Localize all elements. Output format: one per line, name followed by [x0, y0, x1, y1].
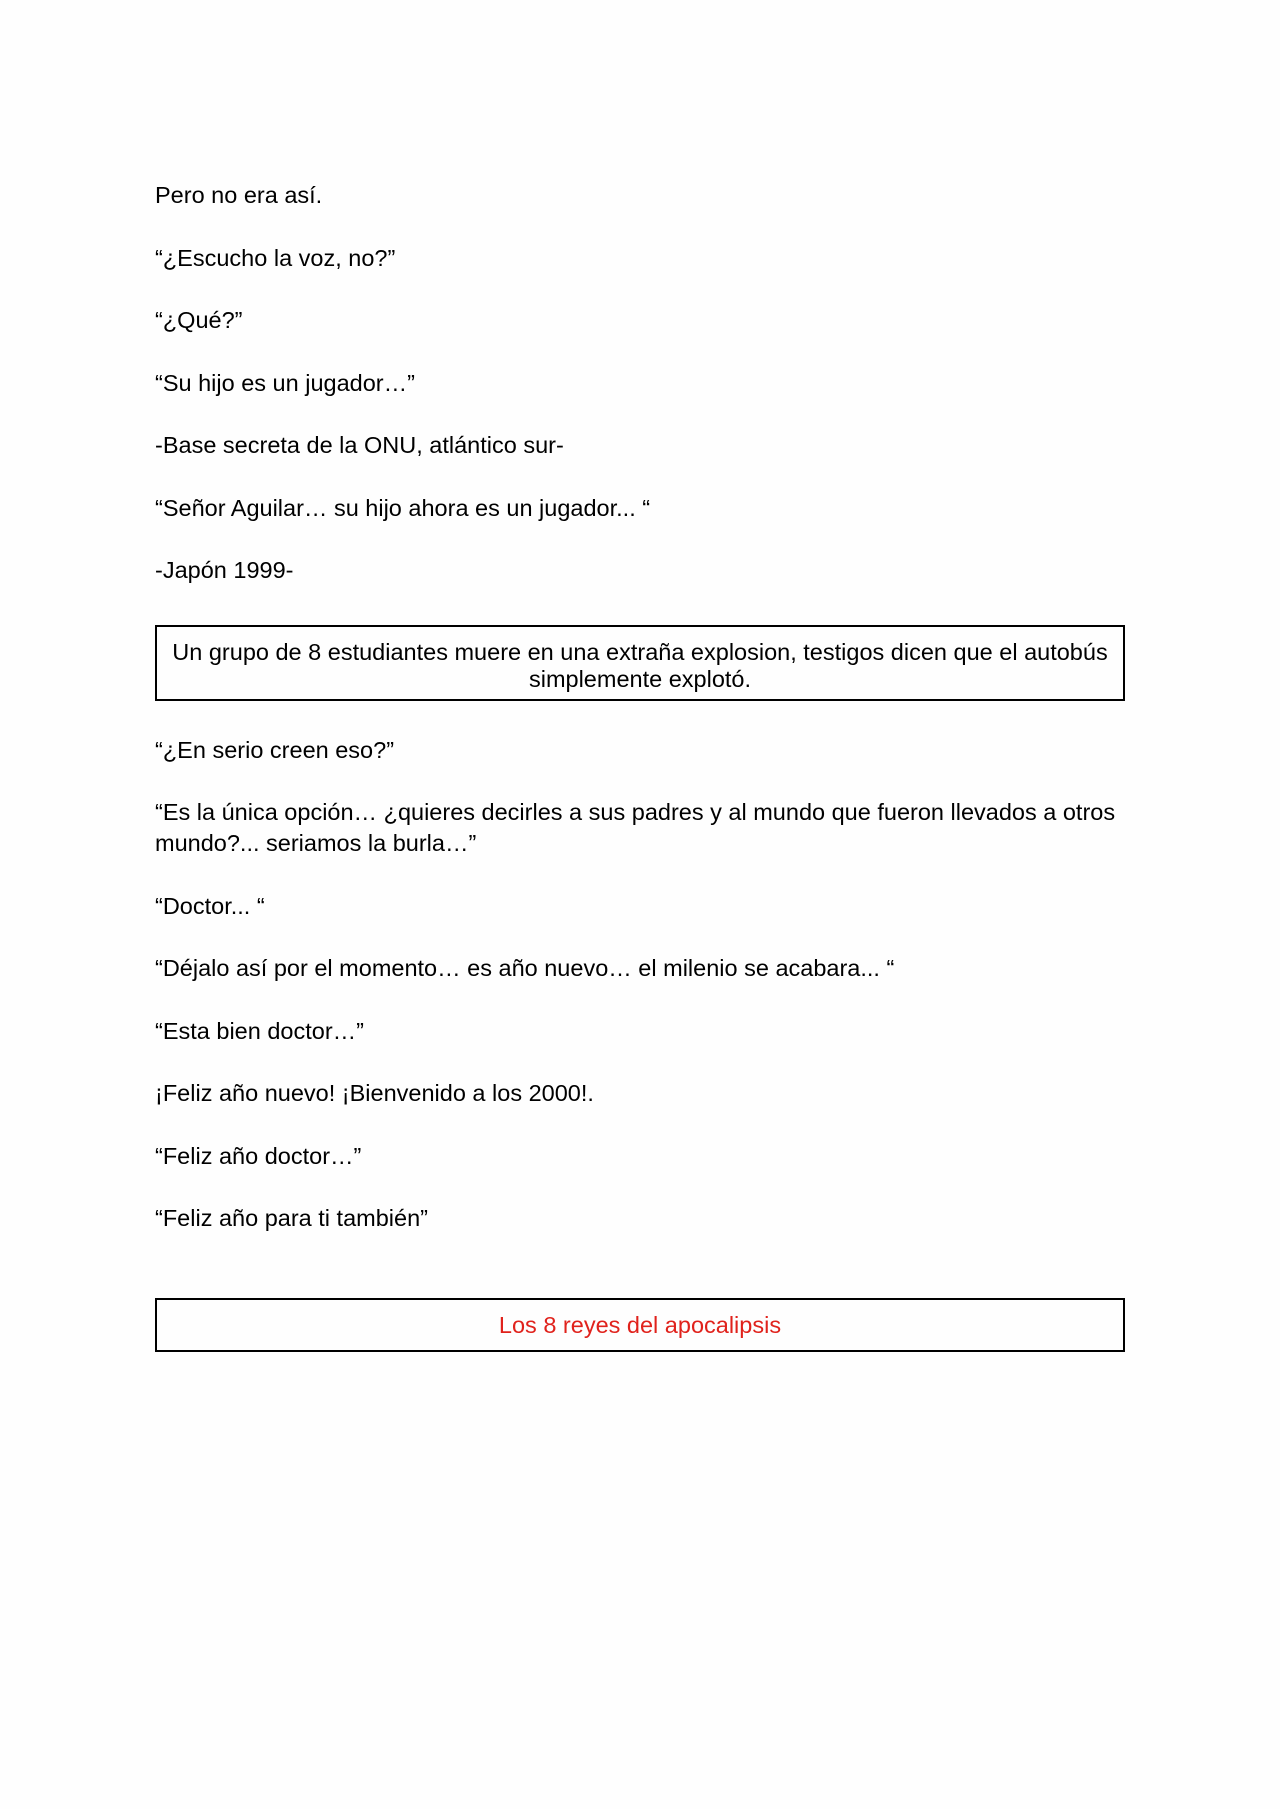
scene-heading: -Japón 1999- — [155, 557, 294, 583]
chapter-title-box — [155, 1298, 1125, 1352]
news-headline-box — [155, 625, 1125, 701]
dialogue-line: “Déjalo así por el momento… es año nuevo… el milenio se acabara... “ — [155, 955, 895, 981]
dialogue-line: “¿Escucho la voz, no?” — [155, 245, 396, 271]
paragraph: Pero no era así. — [155, 182, 323, 208]
dialogue-line: “Esta bien doctor…” — [155, 1018, 364, 1044]
dialogue-line: “Feliz año doctor…” — [155, 1143, 362, 1169]
dialogue-line: “Feliz año para ti también” — [155, 1205, 428, 1231]
chapter-title: Los 8 reyes del apocalipsis — [498, 1312, 782, 1338]
dialogue-line: “Su hijo es un jugador…” — [155, 370, 415, 396]
dialogue-line: “Señor Aguilar… su hijo ahora es un jugador... “ — [155, 495, 651, 521]
scene-heading: -Base secreta de la ONU, atlántico sur- — [155, 432, 564, 458]
news-headline-text: Un grupo de 8 estudiantes muere en una extraña explosion, testigos dicen que el autobús simplemente explotó. — [172, 639, 1108, 692]
dialogue-line: “Doctor... “ — [155, 893, 265, 919]
dialogue-line: “¿Qué?” — [155, 307, 243, 333]
paragraph: ¡Feliz año nuevo! ¡Bienvenido a los 2000!. — [155, 1080, 594, 1106]
dialogue-line: “¿En serio creen eso?” — [155, 737, 395, 763]
dialogue-line: “Es la única opción… ¿quieres decirles a sus padres y al mundo que fueron llevados a otros mundo?... seriamos la burla…” — [155, 799, 1116, 856]
